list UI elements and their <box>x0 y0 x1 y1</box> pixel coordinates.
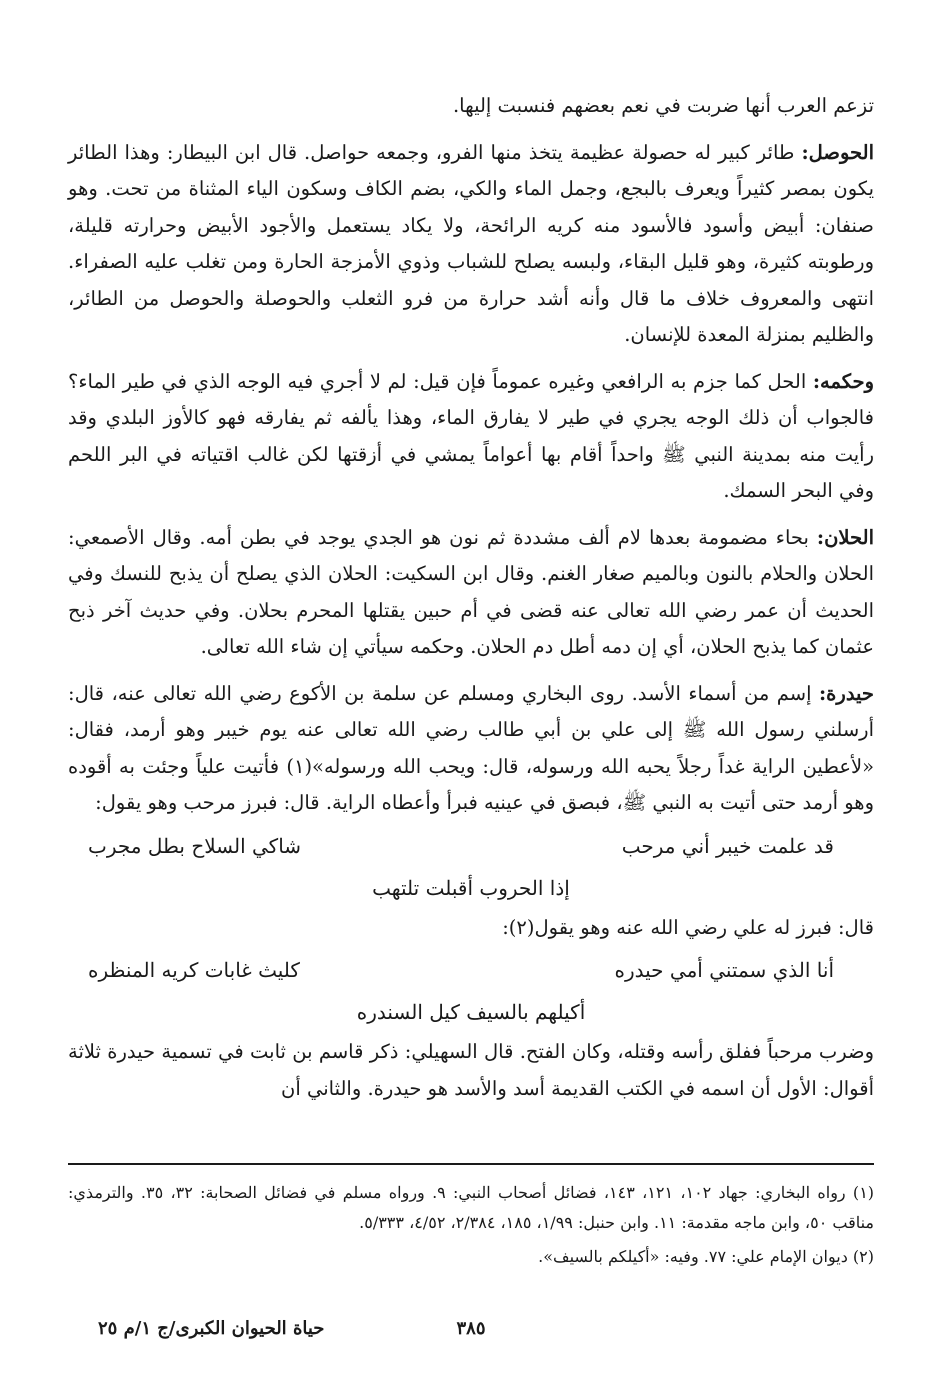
paragraph-haydara <box>68 676 874 822</box>
entry-term-hukm: وحكمه: <box>812 369 874 393</box>
verse-marhab-line1 <box>68 828 874 864</box>
footnote-divider <box>68 1163 874 1165</box>
verse-marhab-second-hemistich: شاكي السلاح بطل مجرب <box>88 833 302 858</box>
paragraph-ali-reply <box>68 910 874 947</box>
paragraph-hullan-text: بحاء مضمومة بعدها لام ألف مشددة ثم نون هو الجدي يوجد في بطن أمه. وقال الأصمعي: الحلان والحلام بالنون وبالميم صغار الغنم. وقال ابن السكيت: الحلان الذي يصلح أن يذبح للنسك وفي الحديث أن عمر رضي الله تعالى عنه قضى في أم حبين يقتلها المحرم بحلان. وفي حديث آخر ذبح عثمان كما يذبح الحلان، أي إن دمه أطل دم الحلان. وحكمه سيأتي إن شاء الله تعالى. <box>68 525 874 658</box>
footnote-2: (٢) ديوان الإمام علي: ٧٧. وفيه: «أكيلكم بالسيف». <box>538 1247 874 1266</box>
paragraph-hukm <box>68 364 874 510</box>
paragraph-intro-text: تزعم العرب أنها ضربت في نعم بعضهم فنسبت إليها. <box>452 94 874 117</box>
page-number: ٣٨٥ <box>456 1318 486 1339</box>
entry-term-hawsal: الحوصل: <box>801 140 874 164</box>
paragraph-hawsal-text: طائر كبير له حصولة عظيمة يتخذ منها الفرو، وجمعه حواصل. قال ابن البيطار: وهذا الطائر يكون بمصر كثيراً ويعرف بالبجع، وجمل الماء والكي، بضم الكاف وسكون الياء المثناة من تحت. وهو صنفان: أبيض وأسود فالأسود منه كريه الرائحة، ولا يكاد يستعمل والأجود الأبيض وحرارته قليلة، ورطوبته كثيرة، وهو قليل البقاء، ولبسه يصلح للشباب وذوي الأمزجة الحارة ومن تغلب عليه الصفراء. انتهى والمعروف خلاف ما قال وأنه أشد حرارة من فرو الثعلب والحوصلة والحوصل من الطائر، والظليم بمنزلة المعدة للإنسان. <box>68 140 874 346</box>
page-footer <box>68 1318 874 1350</box>
book-reference: حياة الحيوان الكبرى/ج ١/م ٢٥ <box>98 1318 325 1339</box>
paragraph-suhayli-text: وضرب مرحباً ففلق رأسه وقتله، وكان الفتح. قال السهيلي: ذكر قاسم بن ثابت في تسمية حيدرة ثلاثة أقوال: الأول أن اسمه في الكتب القديمة أسد والأسد هو حيدرة. والثاني أن <box>68 1040 874 1100</box>
verse-ali-first-hemistich: أنا الذي سمتني أمي حيدره <box>614 958 834 982</box>
verse-ali-line1 <box>68 952 874 988</box>
verse-ali-second-hemistich: كليث غابات كريه المنظره <box>88 958 300 982</box>
verse-marhab-line2: إذا الحروب أقبلت تلتهب <box>372 875 570 900</box>
paragraph-suhayli <box>68 1034 874 1107</box>
paragraph-haydara-text: إسم من أسماء الأسد. روى البخاري ومسلم عن سلمة بن الأكوع رضي الله تعالى عنه، قال: أرسلني رسول الله ﷺ إلى علي بن أبي طالب رضي الله تعالى عنه يوم خيبر وهو أرمد، فقال: «لأعطين الراية غداً رجلاً يحبه الله ورسوله، قال: ويحب الله ورسوله»(١) فأتيت علياً وجئت به أقوده وهو أرمد حتى أتيت به النبي ﷺ، فبصق في عينيه فبرأ وأعطاه الراية. قال: فبرز مرحب وهو يقول: <box>68 681 875 814</box>
paragraph-ali-reply-text: قال: فبرز له علي رضي الله عنه وهو يقول(٢): <box>502 915 874 939</box>
entry-term-haydara: حيدرة: <box>818 681 874 705</box>
paragraph-hawsal <box>68 135 874 354</box>
paragraph-hullan <box>68 520 874 666</box>
footnotes <box>68 1178 874 1276</box>
footnote-1: (١) رواه البخاري: جهاد ١٠٢، ١٢١، ١٤٣، فضائل أصحاب النبي: ٩. ورواه مسلم في فضائل الصحابة: ٣٢، ٣٥. والترمذي: مناقب ٥٠، وابن ماجه مقدمة: ١١. وابن حنبل: ١/٩٩، ١٨٥، ٢/٣٨٤، ٤/٥٢، ٥/٣٣٣. <box>68 1183 875 1232</box>
verse-ali-line2: أكيلهم بالسيف كيل السندره <box>356 1000 586 1024</box>
page-body <box>68 88 874 1117</box>
paragraph-hukm-text: الحل كما جزم به الرافعي وغيره عموماً فإن قيل: لم لا أجري فيه الوجه الذي في طير الماء؟ فالجواب أن ذلك الوجه يجري في طير لا يفارق الماء، وهذا يألفه ثم يفارقه فهو كالأوز البلدي وقد رأيت منه بمدينة النبي ﷺ واحداً أقام بها أعواماً يمشي في أزقتها لكن غالب اقتياته في البر اللحم وفي البحر السمك. <box>68 369 874 502</box>
verse-marhab-first-hemistich: قد علمت خيبر أني مرحب <box>621 833 834 858</box>
entry-term-hullan: الحلان: <box>816 525 874 549</box>
paragraph-intro <box>68 88 874 125</box>
